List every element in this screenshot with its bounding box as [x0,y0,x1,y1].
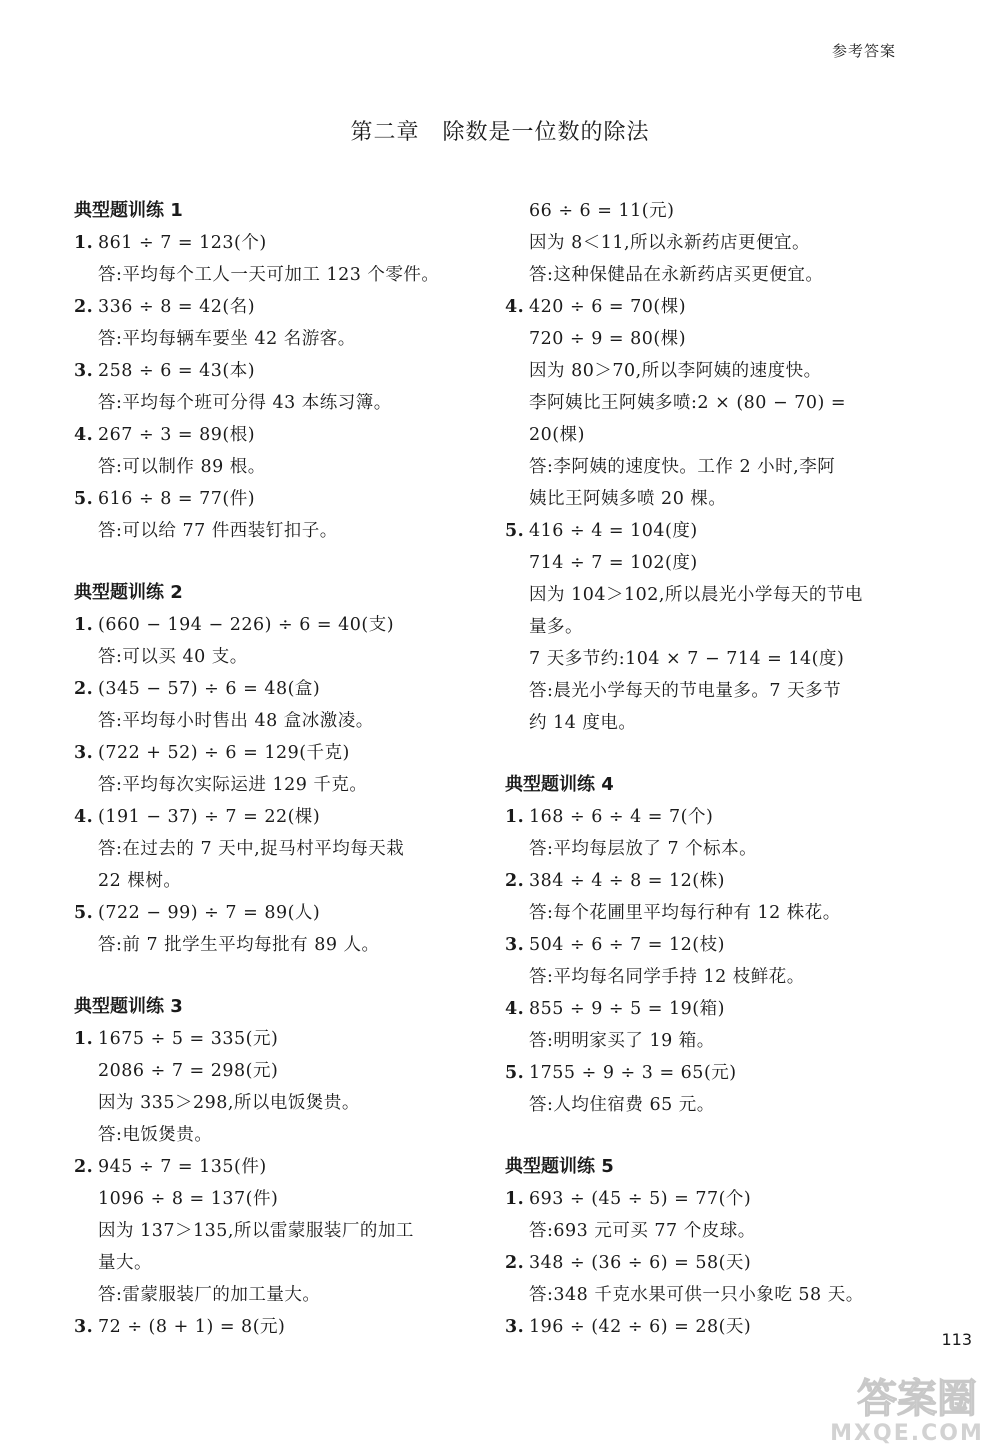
answer-line [74,641,474,673]
answer-text: 答:晨光小学每天的节电量多。7 天多节 [529,681,842,701]
answer-text: 答:可以给 77 件西装钉扣子。 [98,521,338,541]
answer-line [505,833,905,865]
answer-text: 504 ÷ 6 ÷ 7 = 12(枝) [529,935,725,955]
question-number: 1. [505,1189,525,1209]
answer-line [505,675,905,707]
question-number: 3. [505,935,525,955]
answer-line [74,609,474,641]
answer-text: 1675 ÷ 5 = 335(元) [98,1029,279,1049]
answer-line [74,451,474,483]
section-title: 典型题训练 2 [74,582,183,603]
answer-line [505,451,905,483]
answer-line [505,547,905,579]
answer-line [505,865,905,897]
question-number: 5. [505,1063,525,1083]
answer-text: 答:平均每小时售出 48 盒冰激凌。 [98,711,374,731]
page-number: 113 [941,1330,972,1349]
answer-line [505,707,905,739]
answer-line [505,323,905,355]
answer-line [74,769,474,801]
question-number: 2. [74,679,94,699]
answer-text: 336 ÷ 8 = 42(名) [98,297,256,317]
answer-text: 1755 ÷ 9 ÷ 3 = 65(元) [529,1063,737,1083]
answer-line [505,1215,905,1247]
answer-text: 答:可以制作 89 根。 [98,457,266,477]
answer-text: 因为 137＞135,所以雷蒙服装厂的加工 [98,1221,414,1241]
answer-line [74,1087,474,1119]
question-number: 1. [505,807,525,827]
answer-text: (660 − 194 − 226) ÷ 6 = 40(支) [98,615,395,635]
answer-line [74,1279,474,1311]
right-column [505,195,905,1373]
answer-line [74,483,474,515]
answer-text: 答:每个花圃里平均每行种有 12 株花。 [529,903,841,923]
answer-text: 720 ÷ 9 = 80(棵) [529,329,687,349]
question-number: 5. [74,903,94,923]
answer-line [505,929,905,961]
answer-line [505,1183,905,1215]
answer-text: 约 14 度电。 [529,713,637,733]
question-number: 2. [505,1253,525,1273]
answer-text: (191 − 37) ÷ 7 = 22(棵) [98,807,321,827]
answer-text: 答:人均住宿费 65 元。 [529,1095,715,1115]
training-section [505,1151,905,1343]
answer-text: 姨比王阿姨多喷 20 棵。 [529,489,727,509]
answer-text: 2086 ÷ 7 = 298(元) [98,1061,279,1081]
answer-text: (345 − 57) ÷ 6 = 48(盒) [98,679,321,699]
answer-text: 945 ÷ 7 = 135(件) [98,1157,267,1177]
answer-text: 答:平均每辆车要坐 42 名游客。 [98,329,356,349]
answer-text: (722 + 52) ÷ 6 = 129(千克) [98,743,350,763]
answer-line [505,1279,905,1311]
answer-line [74,291,474,323]
answer-line [505,579,905,611]
answer-text: 72 ÷ (8 + 1) = 8(元) [98,1317,286,1337]
answer-text: 答:雷蒙服装厂的加工量大。 [98,1285,321,1305]
answer-text: 答:平均每名同学手持 12 枝鲜花。 [529,967,805,987]
answer-line [74,897,474,929]
question-number: 5. [74,489,94,509]
answer-text: 7 天多节约:104 × 7 − 714 = 14(度) [529,649,845,669]
answer-line [74,673,474,705]
site-watermark-logo [757,1366,992,1444]
answer-line [74,833,474,865]
answer-line [74,929,474,961]
answer-line [505,387,905,419]
answer-text: 因为 104＞102,所以晨光小学每天的节电 [529,585,863,605]
answer-line [505,259,905,291]
answer-text: 855 ÷ 9 ÷ 5 = 19(箱) [529,999,725,1019]
answer-line [505,227,905,259]
answer-line [74,1151,474,1183]
answer-text: 22 棵树。 [98,871,182,891]
answer-text: 答:李阿姨的速度快。工作 2 小时,李阿 [529,457,836,477]
answer-line [74,515,474,547]
answer-text: 答:平均每次实际运进 129 千克。 [98,775,368,795]
answer-line [74,1215,474,1247]
training-section [505,769,905,1121]
answer-text: 因为 80＞70,所以李阿姨的速度快。 [529,361,822,381]
question-number: 4. [74,807,94,827]
answer-line [74,801,474,833]
answer-text: 416 ÷ 4 = 104(度) [529,521,698,541]
answer-line [505,515,905,547]
answer-text: 答:明明家买了 19 箱。 [529,1031,715,1051]
answer-line [505,897,905,929]
answer-text: 66 ÷ 6 = 11(元) [529,201,675,221]
question-number: 4. [505,999,525,1019]
answer-text: 420 ÷ 6 = 70(棵) [529,297,687,317]
answer-line [505,801,905,833]
question-number: 1. [74,1029,94,1049]
answer-line [505,993,905,1025]
section-title: 典型题训练 1 [74,200,183,221]
training-section [74,195,474,547]
section-title: 典型题训练 3 [74,996,183,1017]
answer-text: 1096 ÷ 8 = 137(件) [98,1189,279,1209]
answer-text: 答:这种保健品在永新药店买更便宜。 [529,265,824,285]
training-section [505,195,905,739]
question-number: 1. [74,233,94,253]
question-number: 3. [74,361,94,381]
answer-text: 因为 8＜11,所以永新药店更便宜。 [529,233,811,253]
answer-text: 答:平均每层放了 7 个标本。 [529,839,758,859]
answer-line [505,643,905,675]
question-number: 3. [505,1317,525,1337]
answer-line [74,259,474,291]
answer-line [74,1247,474,1279]
answer-line [74,387,474,419]
answer-text: 李阿姨比王阿姨多喷:2 × (80 − 70) = [529,393,847,413]
question-number: 4. [74,425,94,445]
answer-line [505,1025,905,1057]
answer-text: 267 ÷ 3 = 89(根) [98,425,256,445]
answer-text: 答:电饭煲贵。 [98,1125,213,1145]
answer-line [74,1183,474,1215]
training-section [74,991,474,1343]
answer-text: 384 ÷ 4 ÷ 8 = 12(株) [529,871,725,891]
answer-line [505,195,905,227]
answer-line [505,291,905,323]
question-number: 4. [505,297,525,317]
answer-line [505,1311,905,1343]
answer-text: 196 ÷ (42 ÷ 6) = 28(天) [529,1317,752,1337]
answer-line [505,961,905,993]
answer-text: 168 ÷ 6 ÷ 4 = 7(个) [529,807,714,827]
answer-line [74,705,474,737]
answer-line [505,1089,905,1121]
answer-line [505,355,905,387]
question-number: 2. [74,1157,94,1177]
answer-line [74,737,474,769]
answer-text: 616 ÷ 8 = 77(件) [98,489,256,509]
training-section [74,577,474,961]
answer-line [74,227,474,259]
answer-text: 答:在过去的 7 天中,捉马村平均每天栽 [98,839,405,859]
answer-text: 714 ÷ 7 = 102(度) [529,553,698,573]
answer-line [74,865,474,897]
answer-text: 答:可以买 40 支。 [98,647,248,667]
question-number: 3. [74,743,94,763]
answer-line [505,1247,905,1279]
left-column [74,195,474,1373]
section-title: 典型题训练 5 [505,1156,614,1177]
answer-text: 693 ÷ (45 ÷ 5) = 77(个) [529,1189,752,1209]
answer-text: 答:平均每个班可分得 43 本练习簿。 [98,393,392,413]
answer-line [505,1057,905,1089]
answer-line [74,323,474,355]
answer-text: 答:平均每个工人一天可加工 123 个零件。 [98,265,440,285]
chapter-title: 第二章 除数是一位数的除法 [350,120,650,145]
question-number: 2. [505,871,525,891]
answer-line [74,355,474,387]
answer-line [505,419,905,451]
question-number: 2. [74,297,94,317]
answer-line [74,1311,474,1343]
answer-line [505,611,905,643]
answer-line [74,1119,474,1151]
answer-text: 量多。 [529,617,583,637]
question-number: 5. [505,521,525,541]
question-number: 3. [74,1317,94,1337]
svg-text:MXQE.COM: MXQE.COM [830,1421,984,1444]
answer-text: 答:348 千克水果可供一只小象吃 58 天。 [529,1285,864,1305]
section-title: 典型题训练 4 [505,774,614,795]
running-header: 参考答案 [831,42,896,60]
answer-line [505,483,905,515]
svg-text:答案圈: 答案圈 [857,1376,977,1422]
answer-text: 348 ÷ (36 ÷ 6) = 58(天) [529,1253,752,1273]
answer-text: 答:前 7 批学生平均每批有 89 人。 [98,935,380,955]
answer-text: 861 ÷ 7 = 123(个) [98,233,267,253]
answer-text: 20(棵) [529,425,585,445]
answer-text: 答:693 元可买 77 个皮球。 [529,1221,756,1241]
question-number: 1. [74,615,94,635]
answer-text: 量大。 [98,1253,152,1273]
answer-line [74,1055,474,1087]
answer-line [74,419,474,451]
answer-text: 258 ÷ 6 = 43(本) [98,361,256,381]
answer-text: (722 − 99) ÷ 7 = 89(人) [98,903,321,923]
answer-text: 因为 335＞298,所以电饭煲贵。 [98,1093,360,1113]
answer-line [74,1023,474,1055]
